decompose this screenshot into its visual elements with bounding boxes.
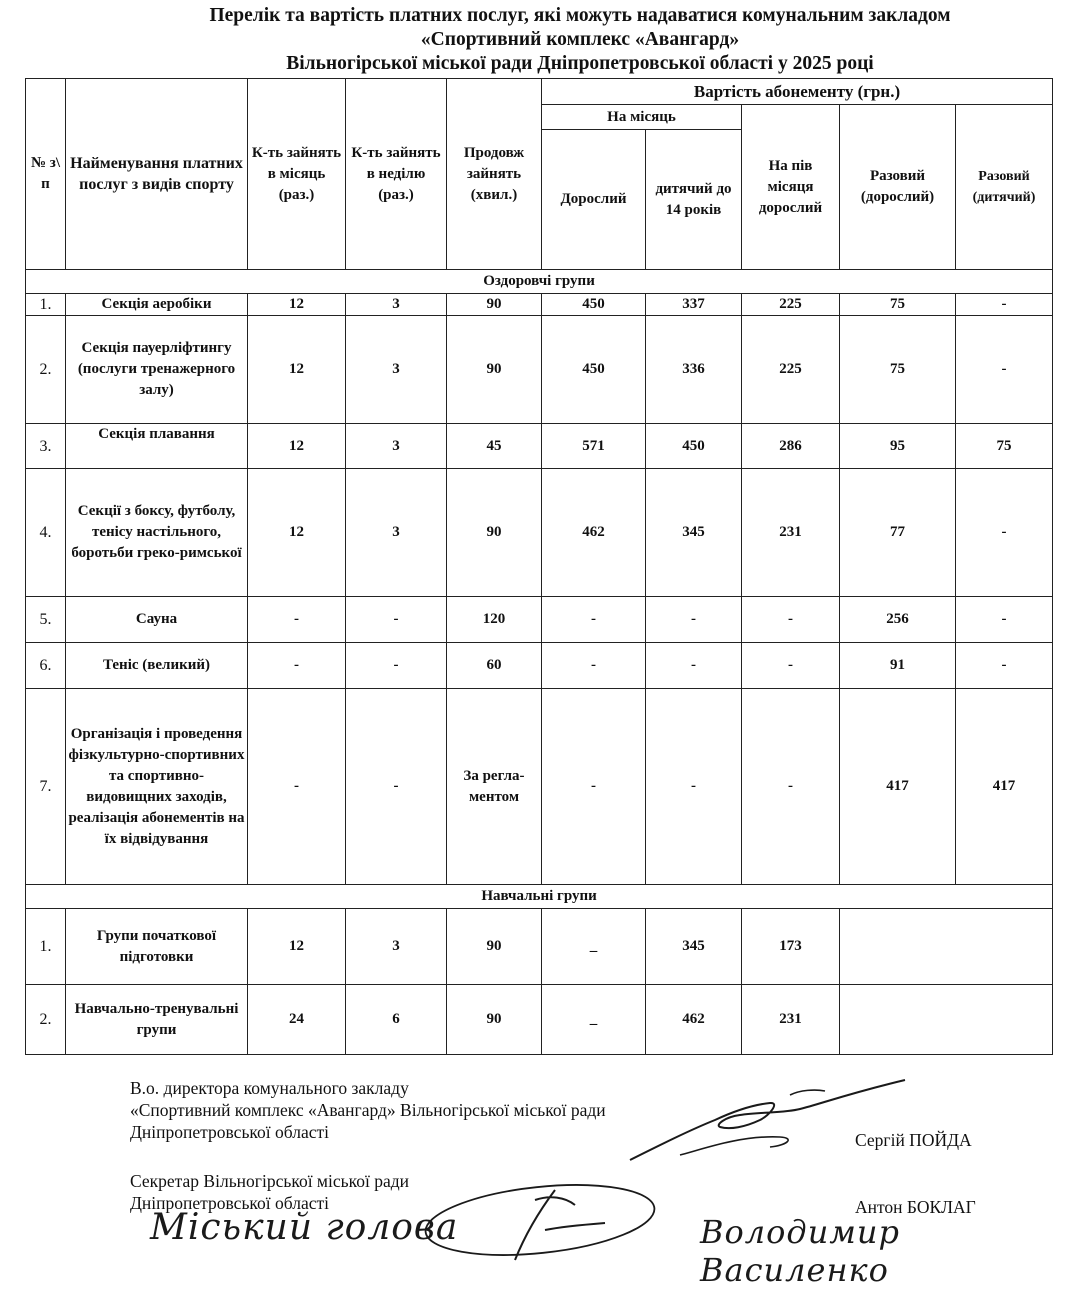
table-row <box>26 294 1053 316</box>
row-duration: 90 <box>447 469 542 597</box>
row-single-adult: 417 <box>840 689 956 885</box>
header-no: № з\ п <box>26 79 66 270</box>
table-row <box>26 424 1053 469</box>
director-signature <box>620 1075 920 1170</box>
row-child: 462 <box>646 985 742 1055</box>
row-per-month: 12 <box>248 424 346 469</box>
row-half: 286 <box>742 424 840 469</box>
director-block <box>130 1077 606 1143</box>
row-name: Сауна <box>66 597 248 643</box>
row-single-child: - <box>956 316 1053 424</box>
row-no: 1. <box>26 909 66 985</box>
row-duration: 120 <box>447 597 542 643</box>
row-per-month: 12 <box>248 294 346 316</box>
row-per-week: - <box>346 597 447 643</box>
header-single-adult: Разовий (дорослий) <box>840 105 956 270</box>
row-adult: _ <box>542 985 646 1055</box>
row-single-child: 417 <box>956 689 1053 885</box>
row-duration: 90 <box>447 316 542 424</box>
section-row <box>26 885 1053 909</box>
row-no: 2. <box>26 985 66 1055</box>
row-name: Організація і проведення фізкультурно-спортивних та спортивно-видовищних заходів, реалізація абонементів на їх відвідування <box>66 689 248 885</box>
table-row <box>26 689 1053 885</box>
row-single-child: - <box>956 597 1053 643</box>
row-half: - <box>742 597 840 643</box>
section-title: Оздоровчі групи <box>26 270 1053 294</box>
row-single-adult: 91 <box>840 643 956 689</box>
row-no: 2. <box>26 316 66 424</box>
row-per-month: 12 <box>248 909 346 985</box>
row-child: 345 <box>646 909 742 985</box>
section-row <box>26 270 1053 294</box>
secretary-line-1: Секретар Вільногірської міської ради <box>130 1171 410 1191</box>
row-half: - <box>742 689 840 885</box>
row-single-child: 75 <box>956 424 1053 469</box>
table-row <box>26 985 1053 1055</box>
row-no: 5. <box>26 597 66 643</box>
row-per-month: - <box>248 597 346 643</box>
row-no: 1. <box>26 294 66 316</box>
row-name: Секція плавання <box>66 424 248 469</box>
table-row <box>26 469 1053 597</box>
row-single-child: - <box>956 294 1053 316</box>
row-per-month: 12 <box>248 316 346 424</box>
handwritten-mayor-name: Володимир Василенко <box>700 1213 900 1289</box>
secretary-line-2: Дніпропетровської області <box>130 1193 330 1213</box>
row-adult: _ <box>542 909 646 985</box>
header-per-month: К-ть зайнять в місяць (раз.) <box>248 79 346 270</box>
row-half: - <box>742 643 840 689</box>
row-per-week: 6 <box>346 985 447 1055</box>
header-per-week: К-ть зайнять в неділю (раз.) <box>346 79 447 270</box>
row-name: Секція аеробіки <box>66 294 248 316</box>
row-half: 231 <box>742 985 840 1055</box>
row-empty <box>840 909 1053 985</box>
director-line-3: Дніпропетровської області <box>130 1122 330 1142</box>
row-duration: 90 <box>447 985 542 1055</box>
row-adult: 450 <box>542 294 646 316</box>
title-line-3: Вільногірської міської ради Дніпропетровської області у 2025 році <box>286 53 874 74</box>
row-per-week: 3 <box>346 294 447 316</box>
row-duration: 90 <box>447 294 542 316</box>
row-single-adult: 95 <box>840 424 956 469</box>
row-per-week: 3 <box>346 424 447 469</box>
table-row <box>26 597 1053 643</box>
header-row-1 <box>26 79 1053 105</box>
row-name: Навчально-тренувальні групи <box>66 985 248 1055</box>
director-line-1: В.о. директора комунального закладу <box>130 1078 409 1098</box>
row-no: 6. <box>26 643 66 689</box>
row-child: 345 <box>646 469 742 597</box>
row-empty <box>840 985 1053 1055</box>
row-per-week: - <box>346 689 447 885</box>
header-duration: Продовж зайнять (хвил.) <box>447 79 542 270</box>
row-per-month: - <box>248 643 346 689</box>
row-adult: 571 <box>542 424 646 469</box>
row-single-adult: 77 <box>840 469 956 597</box>
row-child: - <box>646 643 742 689</box>
price-table <box>25 78 1053 1055</box>
table-row <box>26 643 1053 689</box>
row-single-child: - <box>956 469 1053 597</box>
header-month: На місяць <box>542 105 742 130</box>
header-name: Найменування платних послуг з видів спорту <box>66 79 248 270</box>
title-line-1: Перелік та вартість платних послуг, які можуть надаватися комунальним закладом <box>209 5 951 26</box>
row-per-week: 3 <box>346 909 447 985</box>
row-adult: - <box>542 597 646 643</box>
row-child: 450 <box>646 424 742 469</box>
row-no: 7. <box>26 689 66 885</box>
row-child: 337 <box>646 294 742 316</box>
row-half: 173 <box>742 909 840 985</box>
row-name: Групи початкової підготовки <box>66 909 248 985</box>
row-single-adult: 75 <box>840 294 956 316</box>
row-half: 225 <box>742 316 840 424</box>
row-per-month: 24 <box>248 985 346 1055</box>
row-single-adult: 256 <box>840 597 956 643</box>
row-half: 225 <box>742 294 840 316</box>
table-row <box>26 316 1053 424</box>
director-name: Сергій ПОЙДА <box>855 1130 972 1150</box>
row-child: - <box>646 597 742 643</box>
row-half: 231 <box>742 469 840 597</box>
secretary-name: Антон БОКЛАГ <box>855 1197 976 1217</box>
row-per-week: - <box>346 643 447 689</box>
row-per-month: 12 <box>248 469 346 597</box>
row-duration: 60 <box>447 643 542 689</box>
handwritten-mayor-title: Міський голова <box>150 1207 459 1248</box>
row-adult: - <box>542 643 646 689</box>
row-no: 3. <box>26 424 66 469</box>
row-child: - <box>646 689 742 885</box>
row-per-month: - <box>248 689 346 885</box>
row-name: Секція пауерліфтингу (послуги тренажерного залу) <box>66 316 248 424</box>
document-title <box>0 4 1080 76</box>
row-adult: - <box>542 689 646 885</box>
row-per-week: 3 <box>346 469 447 597</box>
row-name: Секції з боксу, футболу, тенісу настільного, боротьби греко-римської <box>66 469 248 597</box>
row-adult: 450 <box>542 316 646 424</box>
row-per-week: 3 <box>346 316 447 424</box>
row-duration: За регла-ментом <box>447 689 542 885</box>
header-half-month: На пів місяця дорослий <box>742 105 840 270</box>
table-row <box>26 909 1053 985</box>
row-single-adult: 75 <box>840 316 956 424</box>
title-line-2: «Спортивний комплекс «Авангард» <box>420 29 740 50</box>
row-adult: 462 <box>542 469 646 597</box>
row-no: 4. <box>26 469 66 597</box>
row-name: Теніс (великий) <box>66 643 248 689</box>
header-child: дитячий до 14 років <box>646 130 742 270</box>
section-title: Навчальні групи <box>26 885 1053 909</box>
header-cost: Вартість абонементу (грн.) <box>542 79 1053 105</box>
director-line-2: «Спортивний комплекс «Авангард» Вільногірської міської ради <box>130 1100 606 1120</box>
row-duration: 45 <box>447 424 542 469</box>
row-duration: 90 <box>447 909 542 985</box>
row-child: 336 <box>646 316 742 424</box>
row-single-child: - <box>956 643 1053 689</box>
header-single-child: Разовий (дитячий) <box>956 105 1053 270</box>
header-adult: Дорослий <box>542 130 646 270</box>
